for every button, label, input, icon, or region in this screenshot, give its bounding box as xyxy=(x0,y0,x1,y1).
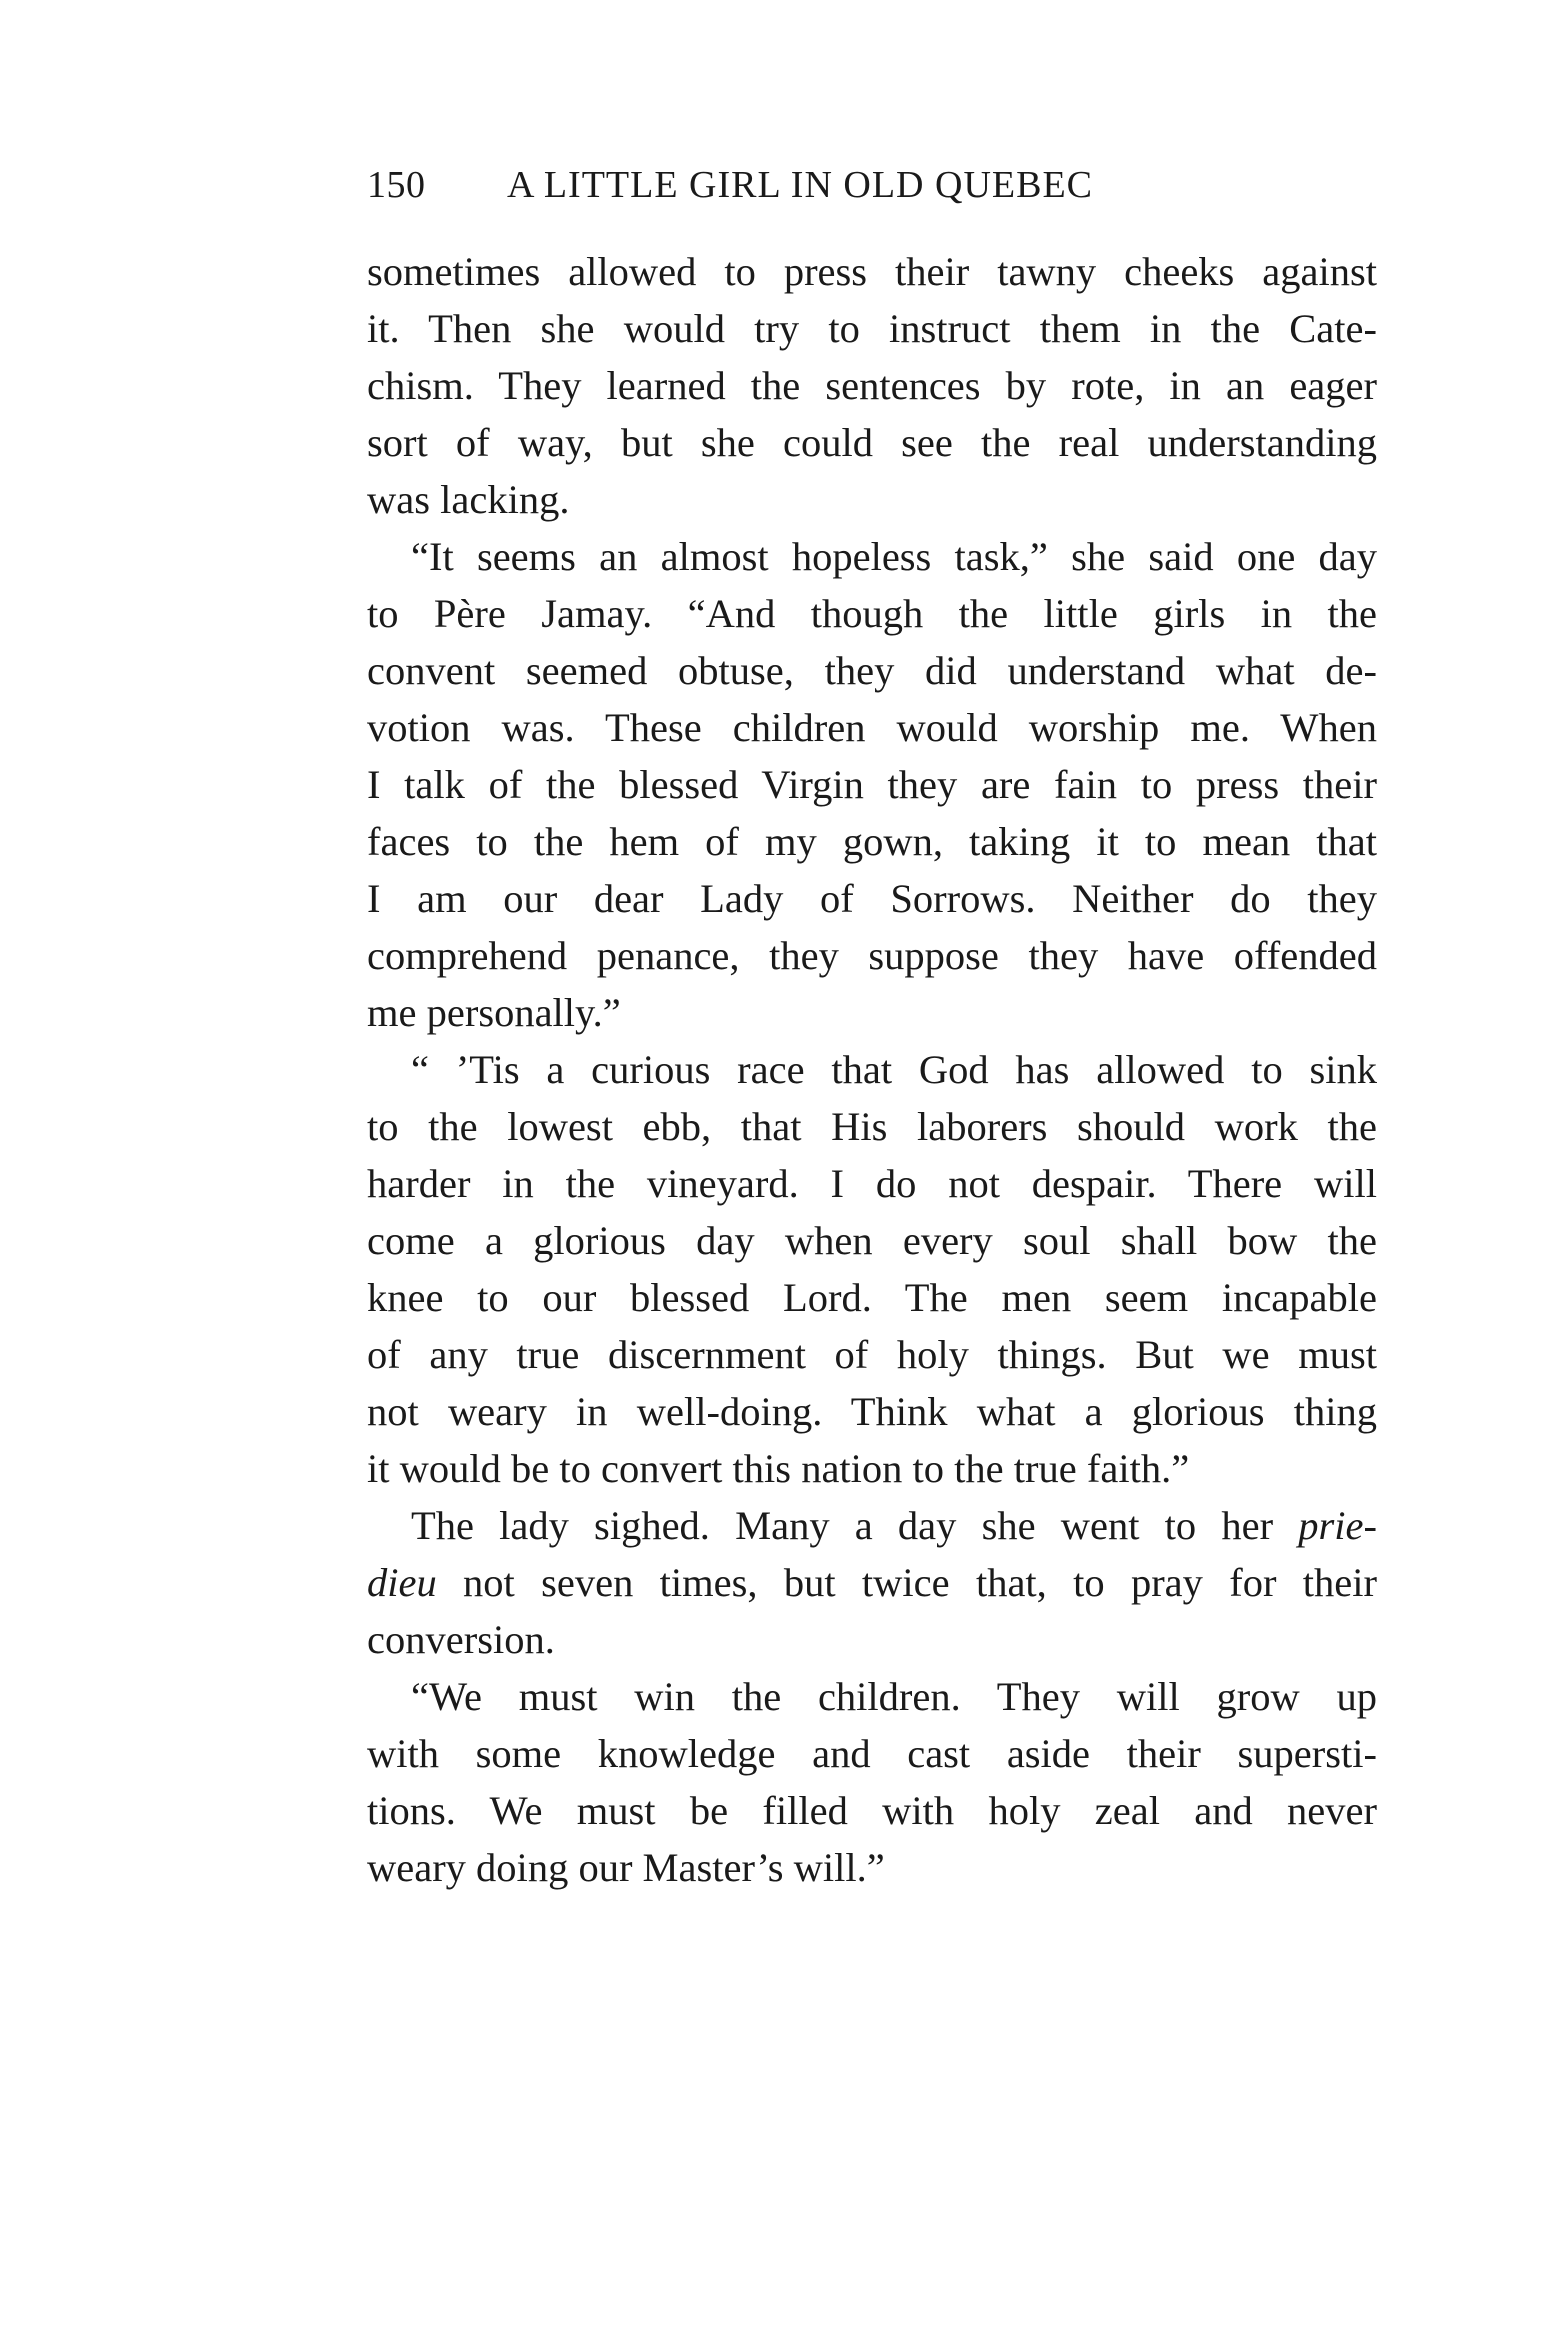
text-line: to the lowest ebb, that His laborers should work the xyxy=(367,1104,1377,1149)
text-line: votion was. These children would worship me. When xyxy=(367,705,1377,750)
text-line: come a glorious day when every soul shall bow the xyxy=(367,1218,1377,1263)
running-title: A LITTLE GIRL IN OLD QUEBEC xyxy=(507,164,1093,206)
text-line: me personally.” xyxy=(367,990,621,1035)
body-text xyxy=(367,243,1377,1896)
text-line: it. Then she would try to instruct them in the Cate- xyxy=(367,306,1377,351)
paragraph xyxy=(367,1041,1377,1497)
paragraph xyxy=(367,1668,1377,1896)
running-head xyxy=(367,163,1377,213)
text-line: with some knowledge and cast aside their supersti- xyxy=(367,1731,1377,1776)
text-line: not weary in well-doing. Think what a glorious thing xyxy=(367,1389,1377,1434)
text-line: I am our dear Lady of Sorrows. Neither do they xyxy=(367,876,1377,921)
italic-text: dieu xyxy=(367,1560,437,1605)
text-line: weary doing our Master’s will.” xyxy=(367,1845,885,1890)
text-run: not seven times, but twice that, to pray for their xyxy=(436,1560,1377,1605)
text-line xyxy=(367,1497,1377,1554)
paragraph xyxy=(367,1497,1377,1668)
text-line: was lacking. xyxy=(367,477,570,522)
text-line: chism. They learned the sentences by rote, in an eager xyxy=(367,363,1377,408)
text-line xyxy=(367,1554,1377,1611)
text-line: “It seems an almost hopeless task,” she said one day xyxy=(411,534,1377,579)
text-line: convent seemed obtuse, they did understand what de- xyxy=(367,648,1377,693)
text-line: knee to our blessed Lord. The men seem incapable xyxy=(367,1275,1377,1320)
text-line: of any true discernment of holy things. But we must xyxy=(367,1332,1377,1377)
text-line: sometimes allowed to press their tawny cheeks against xyxy=(367,249,1377,294)
text-line: comprehend penance, they suppose they have offended xyxy=(367,933,1377,978)
text-line: tions. We must be filled with holy zeal and never xyxy=(367,1788,1377,1833)
paragraph xyxy=(367,243,1377,528)
text-run: The lady sighed. Many a day she went to her xyxy=(411,1503,1299,1548)
text-line: faces to the hem of my gown, taking it to mean that xyxy=(367,819,1377,864)
text-line: I talk of the blessed Virgin they are fain to press their xyxy=(367,762,1377,807)
text-line: conversion. xyxy=(367,1617,555,1662)
page-number: 150 xyxy=(367,164,426,206)
text-line: “ ’Tis a curious race that God has allowed to sink xyxy=(411,1047,1377,1092)
text-line: it would be to convert this nation to the true faith.” xyxy=(367,1446,1190,1491)
paragraph xyxy=(367,528,1377,1041)
text-line: “We must win the children. They will grow up xyxy=(411,1674,1377,1719)
text-line: harder in the vineyard. I do not despair. There will xyxy=(367,1161,1377,1206)
text-line: to Père Jamay. “And though the little girls in the xyxy=(367,591,1377,636)
text-line: sort of way, but she could see the real understanding xyxy=(367,420,1377,465)
italic-text: prie- xyxy=(1298,1503,1377,1548)
